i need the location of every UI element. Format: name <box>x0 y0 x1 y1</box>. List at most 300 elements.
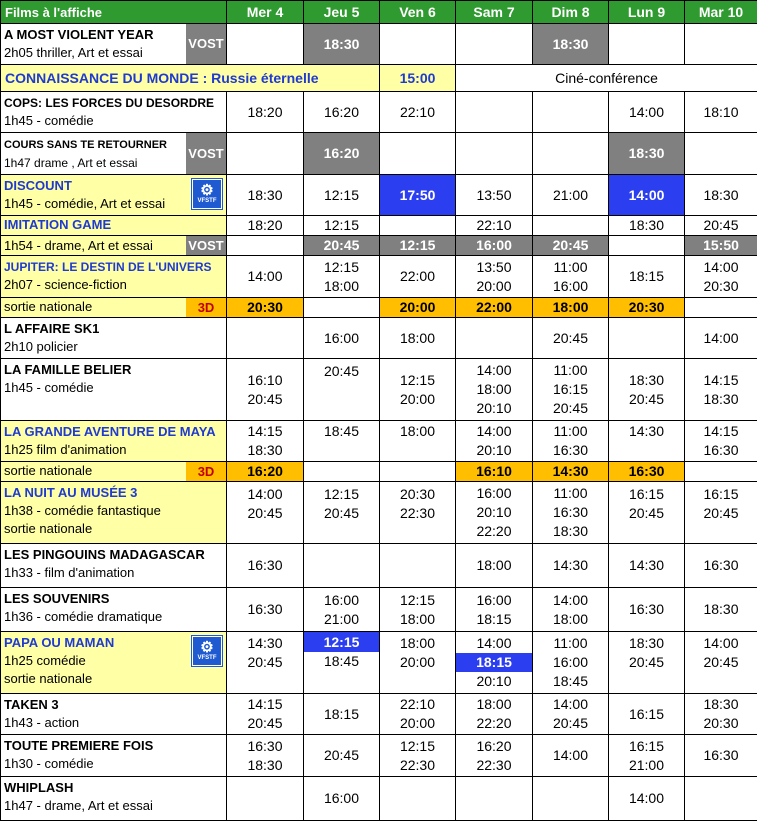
showtime-cell[interactable] <box>609 256 685 298</box>
film-row <box>1 216 757 236</box>
film-cell[interactable] <box>1 421 227 462</box>
showtime: 18:00 <box>552 610 589 627</box>
conference-row <box>1 65 757 92</box>
showtime-cell[interactable] <box>685 359 757 421</box>
showtime-cell[interactable] <box>304 92 380 133</box>
showtime: 14:00 <box>552 696 589 712</box>
showtime-cell[interactable] <box>685 421 757 462</box>
showtime-cell[interactable] <box>227 421 304 462</box>
showtime-cell[interactable] <box>380 359 456 421</box>
showtime: 22:20 <box>476 715 512 731</box>
showtime-cell[interactable] <box>380 298 456 318</box>
showtime: 16:20 <box>476 737 512 754</box>
film-row <box>1 735 757 777</box>
conference-title[interactable]: CONNAISSANCE DU MONDE : Russie éternelle <box>1 65 380 92</box>
showtime-cell[interactable] <box>533 175 609 216</box>
showtime-cell <box>456 133 533 175</box>
showtime: 14:00 <box>628 186 665 203</box>
showtime: 20:00 <box>476 277 512 294</box>
showtime-cell[interactable] <box>609 216 685 236</box>
showtime-cell <box>380 216 456 236</box>
showtime: 20:45 <box>247 390 283 407</box>
film-cell[interactable] <box>1 256 227 298</box>
film-info: 1h45 - comédie <box>4 380 94 395</box>
showtime-cell[interactable] <box>533 462 609 482</box>
showtime-cell[interactable] <box>456 462 533 482</box>
showtime-cell[interactable] <box>380 632 456 694</box>
showtime-cell[interactable] <box>304 359 380 421</box>
showtime-cell <box>380 133 456 175</box>
header-day: Mar 10 <box>685 1 757 24</box>
showtime-cell[interactable] <box>304 735 380 777</box>
showtime-cell[interactable] <box>304 236 380 256</box>
showtime-cell[interactable] <box>304 318 380 359</box>
film-info: 1h45 - comédie <box>4 113 94 128</box>
showtime-cell[interactable] <box>304 421 380 462</box>
showtime-cell <box>227 24 304 65</box>
showtime: 16:00 <box>476 591 512 608</box>
showtime-cell[interactable] <box>685 175 757 216</box>
showtime-cell <box>456 24 533 65</box>
showtime-cell[interactable] <box>227 588 304 632</box>
showtime-cell[interactable] <box>456 298 533 318</box>
showtime: 22:10 <box>399 103 436 120</box>
showtime-cell[interactable] <box>456 175 533 216</box>
showtime-cell[interactable] <box>609 298 685 318</box>
film-info: 1h25 comédie <box>4 653 86 668</box>
showtime-cell[interactable] <box>456 544 533 588</box>
showtime-cell[interactable] <box>380 92 456 133</box>
showtime: 18:45 <box>323 653 360 669</box>
showtime: 22:30 <box>399 505 436 521</box>
showtime-cell[interactable] <box>304 175 380 216</box>
showtime-cell[interactable] <box>380 236 456 256</box>
showtime-cell[interactable] <box>533 544 609 588</box>
film-info: 1h38 - comédie fantastique <box>4 503 161 518</box>
showtime-cell[interactable] <box>533 421 609 462</box>
film-row <box>1 359 757 421</box>
showtime: 18:30 <box>703 186 739 203</box>
showtime: 16:20 <box>323 103 360 120</box>
showtime: 16:30 <box>703 747 739 763</box>
showtime: 20:30 <box>628 299 665 315</box>
showtime: 14:00 <box>552 591 589 608</box>
showtime-cell[interactable] <box>380 694 456 735</box>
film-title: WHIPLASH <box>4 780 74 795</box>
showtime-cell[interactable] <box>533 588 609 632</box>
showtime-cell[interactable] <box>304 632 380 694</box>
showtime: 16:10 <box>247 371 283 388</box>
showtime: 15:50 <box>703 237 739 253</box>
showtime: 12:15 <box>304 632 379 652</box>
film-row <box>1 632 757 694</box>
showtime: 18:30 <box>703 601 739 617</box>
film-cell[interactable] <box>1 175 227 216</box>
showtime: 16:00 <box>476 485 512 501</box>
showtime: 20:45 <box>247 715 283 731</box>
film-title: COURS SANS TE RETOURNER <box>4 139 167 151</box>
showtime: 18:30 <box>552 523 589 539</box>
header-day: Lun 9 <box>609 1 685 24</box>
showtime-cell[interactable] <box>685 544 757 588</box>
showtime-cell <box>685 133 757 175</box>
showtime-cell[interactable] <box>533 318 609 359</box>
showtime-cell[interactable] <box>685 588 757 632</box>
showtime: 18:30 <box>628 145 665 161</box>
showtime-cell[interactable] <box>456 421 533 462</box>
showtime: 16:00 <box>323 790 360 806</box>
showtime: 14:15 <box>703 371 739 388</box>
showtime: 16:20 <box>323 145 360 161</box>
film-title: TOUTE PREMIERE FOIS <box>4 738 154 753</box>
showtime-cell[interactable] <box>227 735 304 777</box>
showtime-cell[interactable] <box>304 588 380 632</box>
header-day: Ven 6 <box>380 1 456 24</box>
film-cell[interactable] <box>1 298 227 318</box>
film-cell[interactable] <box>1 216 227 236</box>
showtime-cell <box>685 298 757 318</box>
showtime: 14:00 <box>628 790 665 806</box>
showtime-cell[interactable] <box>227 298 304 318</box>
showtime: 18:00 <box>476 557 512 573</box>
showtime-cell[interactable] <box>380 735 456 777</box>
showtime: 20:10 <box>476 673 512 689</box>
showtime-cell[interactable] <box>380 175 456 216</box>
showtime: 18:30 <box>703 390 739 407</box>
film-cell[interactable] <box>1 359 227 421</box>
film-info-2: sortie nationale <box>4 299 93 314</box>
showtime-cell[interactable] <box>456 735 533 777</box>
showtime: 18:30 <box>247 186 283 203</box>
showtime: 18:30 <box>552 35 589 52</box>
showtime-cell[interactable] <box>685 236 757 256</box>
showtime-cell <box>227 236 304 256</box>
showtime-cell[interactable] <box>685 216 757 236</box>
film-info-2: sortie nationale <box>4 671 93 686</box>
showtime: 16:00 <box>476 237 512 253</box>
film-row <box>1 92 757 133</box>
film-cell[interactable] <box>1 632 227 694</box>
showtime: 14:00 <box>476 423 512 439</box>
film-row <box>1 482 757 544</box>
showtime-cell[interactable] <box>685 694 757 735</box>
3d-badge: 3D <box>186 462 226 481</box>
showtime: 14:30 <box>628 423 665 439</box>
hearing-impaired-icon: ⚙ VFSTF <box>192 636 222 666</box>
showtime-cell[interactable] <box>380 256 456 298</box>
showtime: 16:15 <box>628 737 665 754</box>
showtime: 14:15 <box>247 423 283 439</box>
film-row <box>1 544 757 588</box>
showtime: 18:00 <box>552 299 589 315</box>
showtime-cell[interactable] <box>227 175 304 216</box>
showtime-cell[interactable] <box>456 236 533 256</box>
showtime-cell[interactable] <box>304 216 380 236</box>
showtime-cell[interactable] <box>533 256 609 298</box>
showtime-cell <box>227 777 304 821</box>
showtime-cell <box>380 462 456 482</box>
film-cell[interactable] <box>1 735 227 777</box>
film-info: 2h10 policier <box>4 339 78 354</box>
showtime-cell[interactable] <box>685 632 757 694</box>
film-info: 1h47 - drame, Art et essai <box>4 798 153 813</box>
showtime: 20:00 <box>399 715 436 731</box>
showtime-cell[interactable] <box>533 632 609 694</box>
showtime: 12:15 <box>399 737 436 754</box>
showtime: 20:00 <box>399 654 436 670</box>
showtime: 18:30 <box>247 756 283 773</box>
showtime: 14:30 <box>552 463 589 479</box>
film-3d-row <box>1 462 757 482</box>
film-title: A MOST VIOLENT YEAR <box>4 27 154 42</box>
showtime-cell[interactable] <box>609 92 685 133</box>
showtime-cell[interactable] <box>380 482 456 544</box>
showtime-cell <box>380 544 456 588</box>
showtime-cell[interactable] <box>609 482 685 544</box>
showtime-cell <box>609 318 685 359</box>
film-title: IMITATION GAME <box>4 217 112 232</box>
showtime: 20:30 <box>247 299 283 315</box>
showtime: 12:15 <box>399 591 436 608</box>
showtime-cell[interactable] <box>227 359 304 421</box>
showtime-cell[interactable] <box>609 777 685 821</box>
showtime: 20:45 <box>703 217 739 233</box>
showtime: 14:00 <box>247 268 283 284</box>
showtime: 22:10 <box>476 217 512 233</box>
showtime-cell <box>609 24 685 65</box>
film-row <box>1 256 757 298</box>
showtime: 18:30 <box>628 217 665 233</box>
film-cell[interactable] <box>1 133 227 175</box>
showtime-cell[interactable] <box>456 694 533 735</box>
showtime-cell[interactable] <box>533 359 609 421</box>
showtime-cell[interactable] <box>227 632 304 694</box>
header-day: Dim 8 <box>533 1 609 24</box>
showtime-cell[interactable] <box>609 133 685 175</box>
film-cell[interactable] <box>1 482 227 544</box>
showtime: 20:45 <box>323 363 360 379</box>
showtime-cell[interactable] <box>227 256 304 298</box>
showtime-cell[interactable] <box>609 175 685 216</box>
showtime-cell[interactable] <box>609 632 685 694</box>
showtime: 18:15 <box>323 705 360 722</box>
showtime-cell <box>685 462 757 482</box>
showtime: 11:00 <box>553 258 588 275</box>
film-title: PAPA OU MAMAN <box>4 635 115 650</box>
showtime-cell[interactable] <box>685 482 757 544</box>
showtime-cell[interactable] <box>456 588 533 632</box>
showtime: 14:00 <box>703 635 739 651</box>
film-3d-row <box>1 298 757 318</box>
showtime: 16:00 <box>323 329 360 346</box>
showtime: 18:00 <box>399 610 436 627</box>
showtime-cell[interactable] <box>304 133 380 175</box>
showtime: 14:15 <box>247 696 283 712</box>
showtime-cell[interactable] <box>533 735 609 777</box>
showtime: 16:00 <box>323 591 360 608</box>
showtime-cell[interactable] <box>380 421 456 462</box>
film-cell[interactable] <box>1 544 227 588</box>
showtime: 20:45 <box>703 505 739 521</box>
showtime-cell[interactable] <box>609 588 685 632</box>
film-title: LA NUIT AU MUSÉE 3 <box>4 485 138 500</box>
showtime-cell[interactable] <box>609 544 685 588</box>
showtime-cell[interactable] <box>304 256 380 298</box>
showtime-cell[interactable] <box>227 462 304 482</box>
showtime: 18:30 <box>628 371 665 388</box>
film-title: COPS: LES FORCES DU DESORDRE <box>4 96 215 110</box>
showtime-cell <box>227 133 304 175</box>
showtime-cell[interactable] <box>685 318 757 359</box>
showtime-cell[interactable] <box>304 777 380 821</box>
showtime: 20:45 <box>628 654 665 670</box>
showtime: 16:10 <box>476 463 512 479</box>
showtime-cell[interactable] <box>456 632 533 694</box>
showtime: 16:30 <box>703 557 739 573</box>
showtime-cell <box>533 216 609 236</box>
showtime: 20:45 <box>323 237 360 253</box>
showtime: 22:30 <box>399 756 436 773</box>
film-cell[interactable] <box>1 777 227 821</box>
showtime-cell[interactable] <box>609 694 685 735</box>
film-row <box>1 694 757 735</box>
showtime-cell[interactable] <box>685 92 757 133</box>
showtime: 11:00 <box>553 423 588 439</box>
film-title: DISCOUNT <box>4 178 72 193</box>
showtime: 20:45 <box>552 715 589 731</box>
showtime: 14:30 <box>552 557 589 573</box>
film-info: 1h25 film d'animation <box>4 442 127 457</box>
showtime: 20:45 <box>552 400 589 416</box>
showtime: 18:20 <box>247 217 283 233</box>
showtime-cell[interactable] <box>533 236 609 256</box>
showtime-cell[interactable] <box>380 588 456 632</box>
showtime: 14:30 <box>247 635 283 651</box>
film-cell[interactable] <box>1 694 227 735</box>
showtime-cell <box>304 462 380 482</box>
showtime: 16:15 <box>628 705 665 722</box>
showtime-cell[interactable] <box>456 256 533 298</box>
showtime-cell <box>304 298 380 318</box>
showtime: 22:00 <box>399 268 436 284</box>
showtime-cell[interactable] <box>304 24 380 65</box>
film-cell[interactable] <box>1 24 227 65</box>
showtime: 16:15 <box>552 381 589 397</box>
showtime-cell[interactable] <box>533 24 609 65</box>
showtime-cell <box>380 24 456 65</box>
showtime: 20:10 <box>476 504 512 520</box>
showtime: 13:50 <box>476 186 512 203</box>
showtime-cell[interactable] <box>685 256 757 298</box>
showtime: 22:00 <box>476 299 512 315</box>
showtime-cell[interactable] <box>227 544 304 588</box>
film-row <box>1 588 757 632</box>
showtime-cell[interactable] <box>227 694 304 735</box>
showtime-cell[interactable] <box>609 462 685 482</box>
showtime: 18:15 <box>456 653 532 672</box>
showtime-cell[interactable] <box>380 318 456 359</box>
showtime-cell[interactable] <box>227 216 304 236</box>
header-row <box>1 1 757 24</box>
conference-time[interactable]: 15:00 <box>380 65 456 92</box>
film-info: 1h43 - action <box>4 715 80 730</box>
showtime-cell[interactable] <box>533 298 609 318</box>
film-title: LA GRANDE AVENTURE DE MAYA <box>4 424 216 439</box>
showtime: 20:45 <box>552 237 589 253</box>
showtime: 16:30 <box>552 442 589 458</box>
showtime-cell[interactable] <box>533 694 609 735</box>
showtime: 18:20 <box>247 103 283 120</box>
showtime: 16:30 <box>552 504 589 520</box>
film-cell[interactable] <box>1 92 227 133</box>
showtime-cell <box>533 92 609 133</box>
showtime-cell[interactable] <box>609 421 685 462</box>
showtime-cell[interactable] <box>685 735 757 777</box>
showtime-cell <box>533 133 609 175</box>
showtime: 17:50 <box>399 186 436 203</box>
showtime-cell[interactable] <box>304 694 380 735</box>
film-info: 2h07 - science-fiction <box>4 277 127 292</box>
showtime: 16:30 <box>247 557 283 573</box>
showtime: 21:00 <box>323 610 360 627</box>
showtime-cell[interactable] <box>609 359 685 421</box>
showtime: 18:00 <box>399 329 436 346</box>
showtime-cell[interactable] <box>304 482 380 544</box>
showtime: 16:15 <box>703 486 739 502</box>
film-row <box>1 133 757 175</box>
showtime: 18:45 <box>552 673 589 689</box>
film-cell[interactable] <box>1 318 227 359</box>
film-title: JUPITER: LE DESTIN DE L'UNIVERS <box>4 260 212 274</box>
showtime: 12:15 <box>399 237 436 253</box>
showtime: 20:45 <box>628 505 665 521</box>
showtime-cell <box>456 318 533 359</box>
showtime: 20:00 <box>399 390 436 407</box>
showtime: 13:50 <box>476 258 512 275</box>
film-cell[interactable] <box>1 462 227 482</box>
showtime-cell <box>304 544 380 588</box>
showtime-cell <box>685 777 757 821</box>
showtime-cell[interactable] <box>533 482 609 544</box>
showtime: 12:15 <box>323 258 360 275</box>
showtime-cell <box>456 92 533 133</box>
showtime: 14:30 <box>628 557 665 573</box>
vost-badge: VOST <box>186 24 226 64</box>
showtime: 20:45 <box>247 505 283 521</box>
showtime: 22:10 <box>399 696 436 712</box>
showtime-cell[interactable] <box>456 359 533 421</box>
showtime: 18:10 <box>703 103 739 120</box>
hearing-impaired-icon: ⚙ VFSTF <box>192 179 222 209</box>
showtime-cell[interactable] <box>609 735 685 777</box>
showtime: 14:00 <box>552 747 589 763</box>
showtime-cell[interactable] <box>456 482 533 544</box>
showtime-cell[interactable] <box>227 92 304 133</box>
showtime: 20:45 <box>247 654 283 670</box>
film-cell[interactable] <box>1 588 227 632</box>
vost-badge: VOST <box>186 236 226 255</box>
showtime: 20:45 <box>552 329 589 346</box>
showtime: 16:30 <box>703 442 739 458</box>
showtime: 14:00 <box>247 486 283 502</box>
showtime: 18:15 <box>628 268 665 284</box>
showtime-cell <box>227 318 304 359</box>
showtime: 16:00 <box>552 654 589 670</box>
film-cell[interactable] <box>1 236 227 256</box>
showtime: 16:30 <box>628 601 665 617</box>
showtime-cell[interactable] <box>456 216 533 236</box>
showtime-cell[interactable] <box>227 482 304 544</box>
